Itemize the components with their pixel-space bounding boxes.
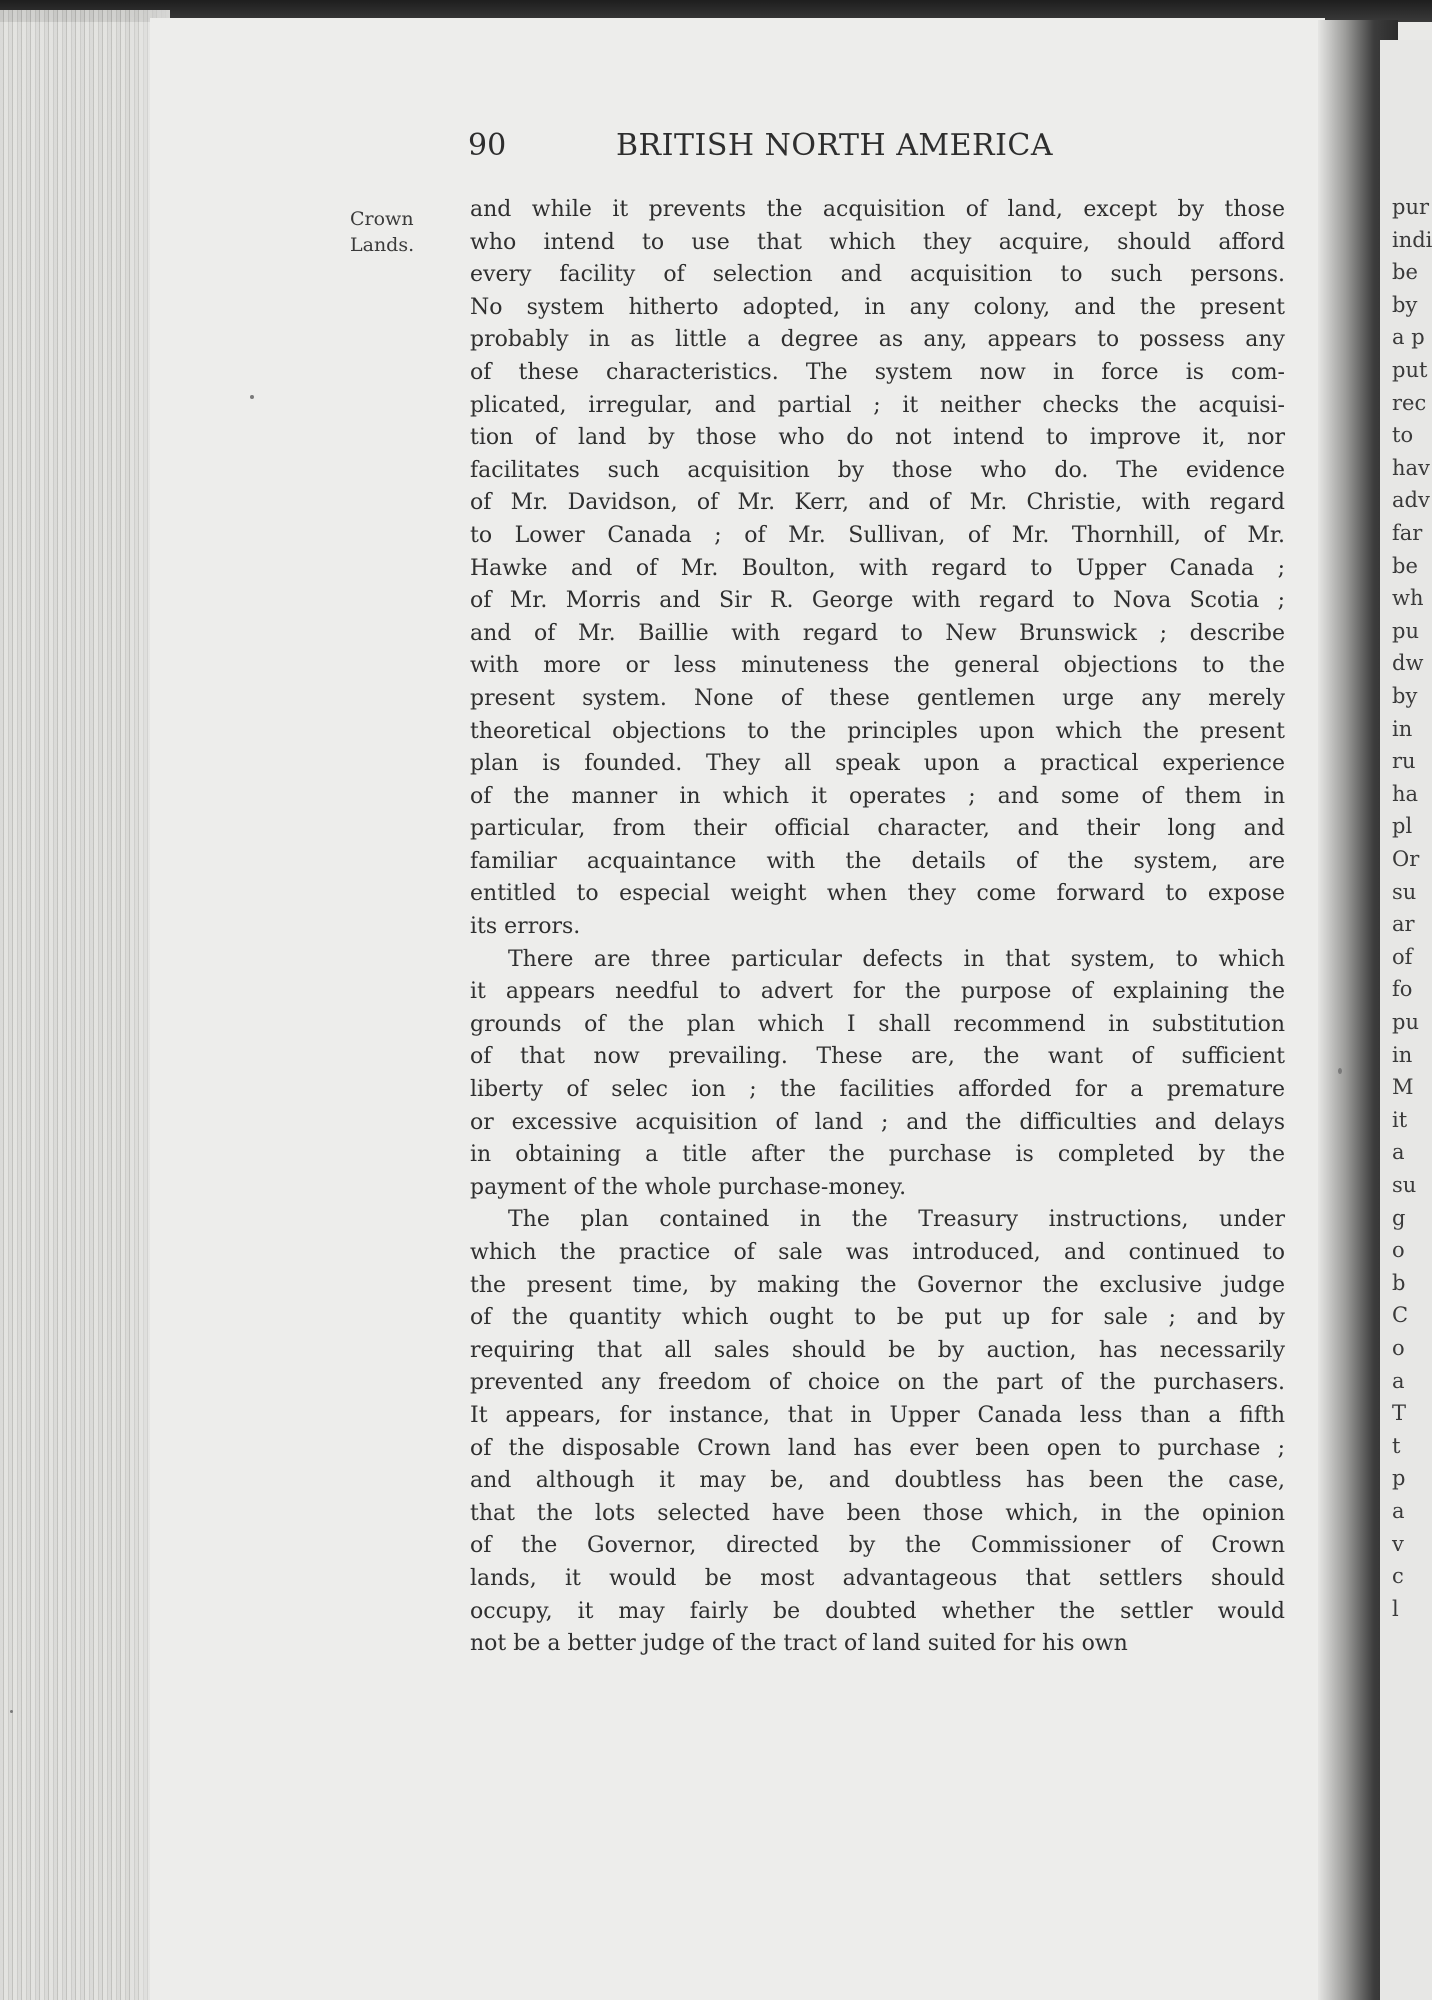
facing-page-line: fo [1392,977,1413,1002]
text-line: Hawke and of Mr. Boulton, with regard to Upper Canada ; [470,555,1285,581]
facing-page-line: hav [1392,455,1430,480]
text-line: or excessive acquisition of land ; and the difficulties and delays [470,1109,1285,1135]
text-line: familiar acquaintance with the details of the system, are [470,848,1285,874]
text-line: theoretical objections to the principles upon which the present [470,718,1285,744]
text-line: It appears, for instance, that in Upper Canada less than a fifth [470,1402,1285,1428]
facing-page-line: b [1392,1270,1406,1295]
facing-page-line: in [1392,716,1413,741]
facing-page-line: a [1392,1140,1405,1165]
text-line: of the disposable Crown land has ever been open to purchase ; [470,1435,1285,1461]
margin-note [350,206,440,258]
text-line: particular, from their official character, and their long and [470,816,1285,842]
facing-page-line: pu [1392,1010,1419,1034]
dust-speck [1338,1068,1342,1074]
facing-page-line: c [1392,1564,1404,1589]
text-line: of the Governor, directed by the Commissioner of Crown [470,1533,1285,1559]
facing-page-line: indi [1392,227,1432,252]
text-line: every facility of selection and acquisition to such persons. [470,262,1285,288]
facing-page-line: a p [1392,325,1425,350]
facing-page-line: far [1392,521,1423,545]
stacked-page-edges [0,10,170,2000]
text-line: and of Mr. Baillie with regard to New Brunswick ; describe [470,620,1285,646]
facing-page-line: g [1392,1205,1406,1230]
facing-page-line: rec [1392,390,1427,415]
facing-page-line: of [1392,944,1413,969]
dust-speck [10,1710,13,1713]
text-line: No system hitherto adopted, in any colony, and the present [470,294,1285,320]
margin-note-line: Lands. [350,234,415,256]
text-line: its errors. [470,914,581,940]
text-line: in obtaining a title after the purchase is completed by the [470,1142,1285,1168]
facing-page-line: ar [1392,912,1415,937]
text-line: and while it prevents the acquisition of land, except by those [470,197,1285,222]
text-line: of the quantity which ought to be put up for sale ; and by [470,1305,1285,1331]
facing-page-line: su [1392,1173,1417,1197]
paragraph [470,944,1285,1205]
text-line: of these characteristics. The system now in force is com- [470,359,1285,385]
facing-page-line: be [1392,260,1418,285]
text-line: of the manner in which it operates ; and some of them in [470,783,1285,809]
text-line: grounds of the plan which I shall recommend in substitution [470,1011,1285,1037]
text-line: facilitates such acquisition by those who do. The evidence [470,457,1285,483]
dust-speck [250,395,254,399]
body-text [470,194,1285,1661]
paragraph [470,194,1285,944]
text-line: occupy, it may fairly be doubted whether the settler would [470,1598,1285,1624]
facing-page-line: l [1392,1596,1399,1621]
page-number: 90 [468,128,507,163]
margin-note-line: Crown [350,208,414,230]
facing-page-line: Or [1392,847,1420,871]
text-line: The plan contained in the Treasury instructions, under [508,1207,1285,1233]
text-line: lands, it would be most advantageous that settlers should [470,1565,1285,1591]
text-line: that the lots selected have been those which, in the opinion [470,1500,1285,1526]
text-line: of Mr. Morris and Sir R. George with regard to Nova Scotia ; [470,588,1285,614]
text-line: entitled to especial weight when they come forward to expose [470,881,1285,907]
facing-page-fragment [1380,40,1432,2000]
text-line: payment of the whole purchase-money. [470,1174,907,1200]
facing-page-line: o [1392,1238,1405,1263]
text-line: plicated, irregular, and partial ; it neither checks the acquisi- [470,392,1285,418]
text-line: and although it may be, and doubtless has been the case, [470,1468,1285,1494]
facing-page-line: T [1392,1401,1407,1426]
facing-page-line: by [1392,292,1418,317]
facing-page-line: pl [1392,814,1413,839]
facing-page-line: M [1392,1075,1414,1100]
text-line: with more or less minuteness the general objections to the [470,653,1285,679]
facing-page-line: dw [1392,651,1424,676]
text-line: liberty of selec ion ; the facilities afforded for a premature [470,1077,1285,1103]
text-line: There are three particular defects in that system, to which [508,946,1285,972]
text-line: not be a better judge of the tract of land suited for his own [470,1631,1128,1657]
facing-page-line: by [1392,684,1418,708]
facing-page-line: pu [1392,618,1419,643]
text-line: of Mr. Davidson, of Mr. Kerr, and of Mr. Christie, with regard [470,490,1285,516]
text-line: to Lower Canada ; of Mr. Sullivan, of Mr. Thornhill, of Mr. [470,522,1285,548]
facing-page-line: t [1392,1433,1401,1458]
facing-page-line: put [1392,358,1428,382]
text-line: prevented any freedom of choice on the part of the purchasers. [470,1370,1285,1396]
facing-page-line: adv [1392,488,1430,513]
text-line: probably in as little a degree as any, appears to possess any [470,327,1285,353]
text-line: who intend to use that which they acquire, should afford [470,229,1285,255]
text-line: present system. None of these gentlemen urge any merely [470,685,1285,711]
facing-page-line: p [1392,1466,1406,1491]
text-line: which the practice of sale was introduced, and continued to [470,1240,1285,1265]
text-line: requiring that all sales should be by auction, has necessarily [470,1337,1285,1363]
facing-page-line: o [1392,1336,1405,1360]
facing-page-line: ru [1392,749,1416,774]
facing-page-line: v [1392,1531,1404,1556]
facing-page-line: a [1392,1368,1405,1393]
text-line: the present time, by making the Governor the exclusive judge [470,1272,1285,1298]
facing-page-line: wh [1392,586,1424,611]
facing-page-line: ha [1392,781,1419,806]
facing-page-line: C [1392,1303,1409,1328]
paragraph [470,1204,1285,1660]
text-line: of that now prevailing. These are, the want of sufficient [470,1044,1285,1070]
facing-page-line: it [1392,1107,1408,1132]
facing-page-line: pur [1392,195,1430,219]
text-line: tion of land by those who do not intend to improve it, nor [470,425,1285,451]
facing-page-line: a [1392,1499,1405,1523]
facing-page-line: su [1392,879,1417,904]
facing-page-line: in [1392,1042,1413,1067]
text-line: plan is founded. They all speak upon a practical experience [470,751,1285,777]
text-line: it appears needful to advert for the purpose of explaining the [470,979,1285,1005]
running-title: BRITISH NORTH AMERICA [616,128,1054,163]
facing-page-line: to [1392,423,1414,448]
facing-page-line: be [1392,553,1418,578]
